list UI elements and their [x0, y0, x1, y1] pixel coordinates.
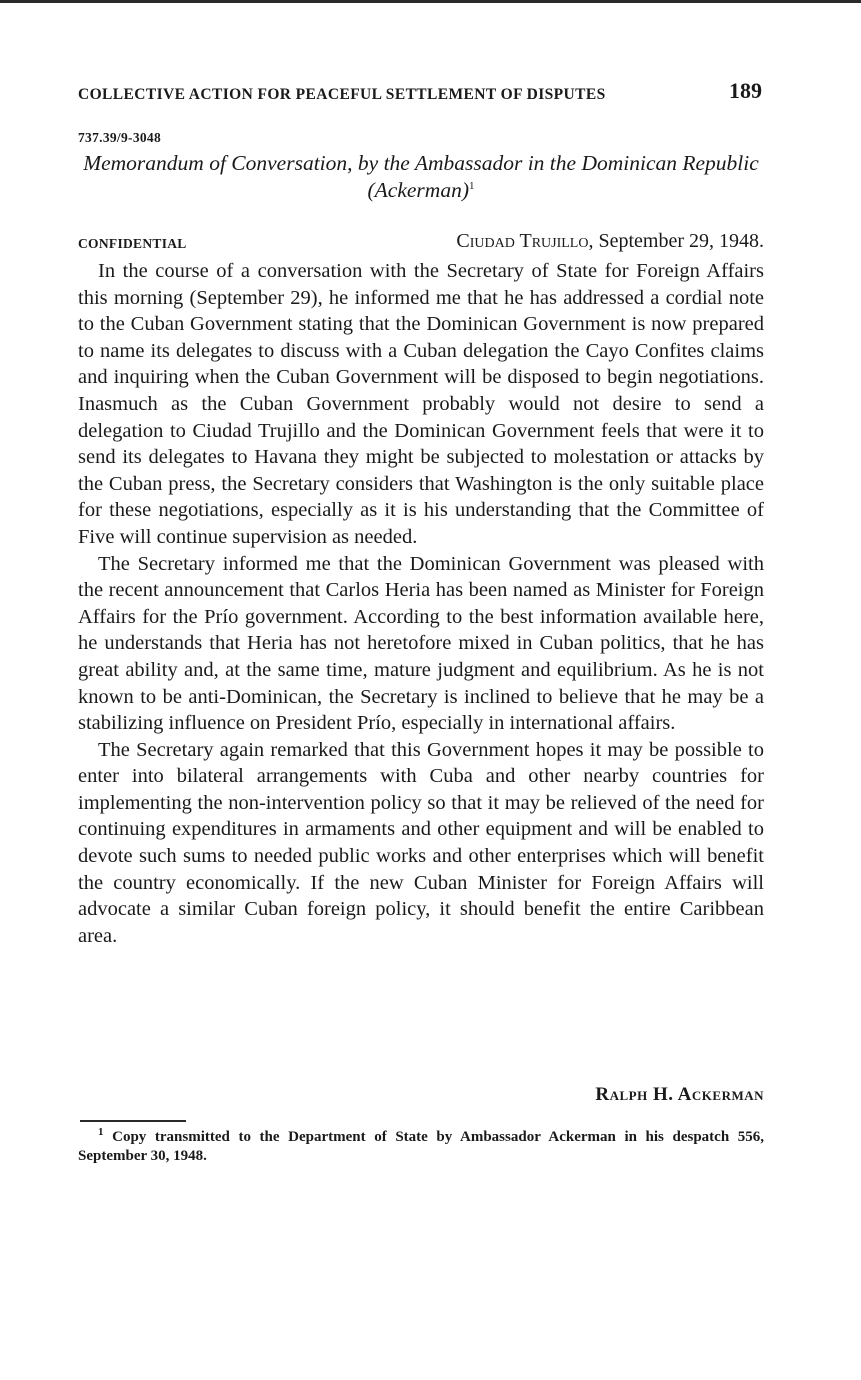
- file-number: 737.39/9-3048: [78, 130, 162, 145]
- place-and-date: [456, 230, 764, 253]
- paragraph-3: The Secretary again remarked that this Government hopes it may be possible to enter into bilateral arrangements with Cuba and other nearby countries for implementing the non-intervention policy so that it may be relieved of the need for continuing expenditures in armaments and other equipment and will be enabled to devote such sums to needed public works and other enterprises which will benefit the country economically. If the new Cuban Minister for Foreign Affairs will advocate a similar Cuban foreign policy, it should benefit the entire Caribbean area.: [78, 738, 764, 947]
- footnote-text: Copy transmitted to the Department of State by Ambassador Ackerman in his despatch 556, September 30, 1948.: [78, 1129, 765, 1164]
- title-footnote-ref: 1: [468, 179, 475, 192]
- memorandum-body: [78, 258, 764, 949]
- footnote-marker: 1: [98, 1126, 104, 1138]
- place: Ciudad Trujillo: [456, 230, 589, 252]
- signature: Ralph H. Ackerman: [595, 1084, 764, 1105]
- footnote: [78, 1128, 764, 1166]
- document-title-text: Memorandum of Conversation, by the Ambassador in the Dominican Republic (Ackerman): [83, 151, 759, 202]
- classification-label: CONFIDENTIAL: [78, 236, 187, 251]
- page-number: 189: [729, 78, 762, 103]
- top-border-rule: [0, 0, 861, 3]
- date: , September 29, 1948.: [588, 230, 764, 252]
- dateline: [78, 230, 764, 256]
- paragraph-2: The Secretary informed me that the Dominican Government was pleased with the recent announcement that Carlos Heria has been named as Minister for Foreign Affairs for the Prío government. According to the best information available here, he understands that Heria has not heretofore mixed in Cuban politics, that he has great ability and, at the same time, mature judgment and equilibrium. As he is not known to be anti-Dominican, the Secretary is inclined to believe that he may be a stabilizing influence on President Prío, especially in international affairs.: [78, 552, 764, 735]
- footnote-divider: [80, 1120, 186, 1122]
- paragraph-1: In the course of a conversation with the Secretary of State for Foreign Affairs this morning (September 29), he informed me that he has addressed a cordial note to the Cuban Government stating that the Dominican Government is now prepared to name its delegates to discuss with a Cuban delegation the Cayo Confites claims and inquiring when the Cuban Government will be disposed to begin negotiations. Inasmuch as the Cuban Government probably would not desire to send a delegation to Ciudad Trujillo and the Dominican Government feels that were it to send its delegates to Havana they might be subjected to molestation or attacks by the Cuban press, the Secretary considers that Washington is the only suitable place for these negotiations, especially as it is his understanding that the Committee of Five will continue supervision as needed.: [78, 260, 764, 548]
- running-head-title: COLLECTIVE ACTION FOR PEACEFUL SETTLEMENT OF DISPUTES: [78, 86, 606, 103]
- running-head: [78, 78, 764, 108]
- document-title: [78, 150, 764, 204]
